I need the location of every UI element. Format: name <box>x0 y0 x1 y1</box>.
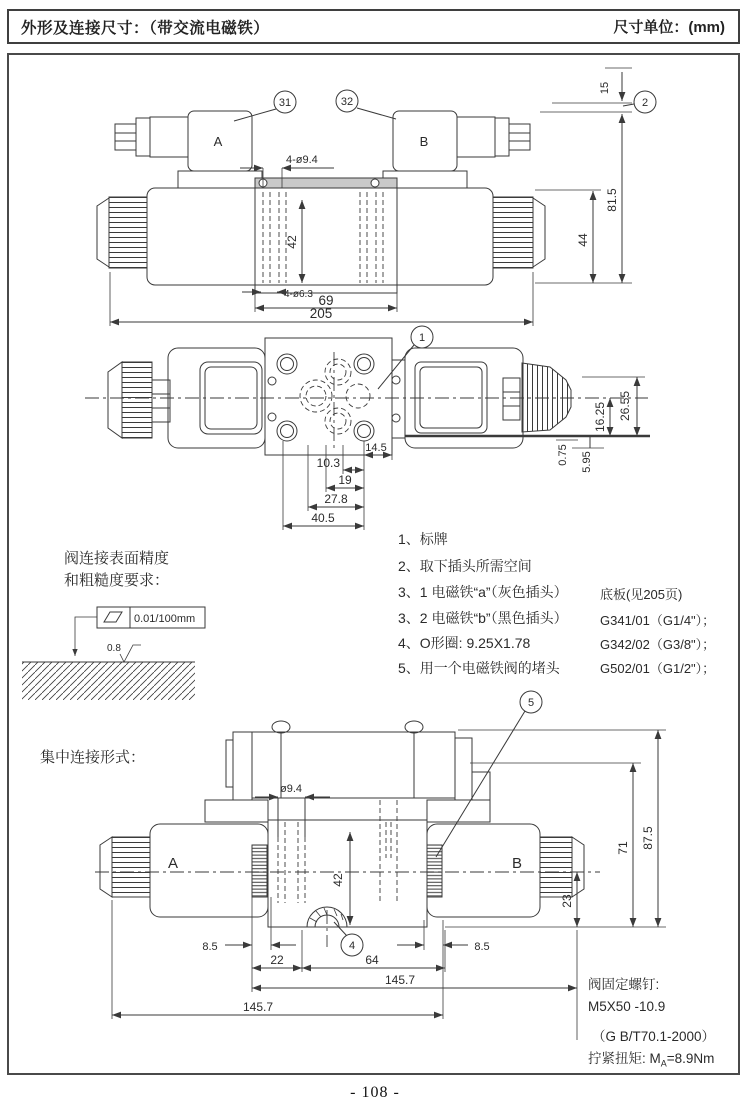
manifold-block <box>268 820 427 927</box>
subplate-option-2: G342/02（G3/8"）； <box>600 637 716 652</box>
subplate-option-1: G341/01（G1/4"）； <box>600 613 716 628</box>
knurled-cap-right <box>522 363 571 432</box>
manual-override-left <box>109 197 147 268</box>
manifold-section-title: 集中连接形式： <box>40 749 146 766</box>
terminal-screw-b <box>509 124 530 150</box>
surface-spec-symbols <box>22 607 205 700</box>
flatness-value: 0.01/100mm <box>134 613 196 625</box>
dim-40-5: 40.5 <box>311 511 335 525</box>
plug-a <box>150 117 188 157</box>
note-item-3: 3、1 电磁铁“a”（灰色插头） <box>398 584 568 600</box>
dim-87-5: 87.5 <box>641 826 655 850</box>
fastener-line1: 阀固定螺钉: <box>588 977 660 992</box>
surface-spec-line1: 阀连接表面精度 <box>64 550 170 567</box>
dim-27-8: 27.8 <box>324 492 348 506</box>
note-item-1: 1、标牌 <box>398 531 448 547</box>
dim-145-7-b: 145.7 <box>242 1000 274 1014</box>
dim-145-7-a: 145.7 <box>384 973 416 987</box>
torque-label: 拧紧扭矩: M <box>588 1051 661 1066</box>
dim-total-height: 81.5 <box>605 188 619 212</box>
plan-view <box>85 326 650 530</box>
note-item-4: 3、2 电磁铁“b”（黑色插头） <box>398 610 568 626</box>
page-title: 外形及连接尺寸：（带交流电磁铁） <box>21 19 270 37</box>
callout-31: 31 <box>278 97 292 109</box>
dim-22: 22 <box>270 953 284 967</box>
roughness-icon <box>120 645 141 662</box>
plug-b <box>457 117 495 157</box>
terminal-screw-a <box>115 124 136 150</box>
torque-value: =8.9Nm <box>666 1051 715 1066</box>
valve-plate-plan <box>265 338 392 455</box>
callout-1: 1 <box>418 332 426 344</box>
callout-2: 2 <box>641 97 649 109</box>
dim-bolt-span-v: 42 <box>285 235 299 249</box>
roughness-value: 0.8 <box>107 643 121 654</box>
manual-override-right <box>493 197 533 268</box>
dim-10-3: 10.3 <box>316 456 340 470</box>
dim-holes-bottom: 4-ø6.3 <box>284 289 313 300</box>
manifold-a-label: A <box>168 855 179 872</box>
dim-8-5-left: 8.5 <box>202 941 218 953</box>
unit-label: 尺寸单位：(mm) <box>613 19 725 36</box>
solenoid-b-label: B <box>419 134 429 149</box>
dim-5-95: 5.95 <box>581 451 593 473</box>
dim-holes-top: 4-ø9.4 <box>286 154 318 166</box>
dim-port-width: 69 <box>318 293 334 308</box>
dim-8-5-right: 8.5 <box>474 941 490 953</box>
dim-26-55: 26.55 <box>618 390 632 422</box>
solenoid-b-manifold <box>427 824 540 917</box>
dim-23: 23 <box>560 894 574 908</box>
page-number: - 108 - <box>350 1084 400 1101</box>
dim-total-width: 205 <box>309 306 333 321</box>
flatness-icon <box>104 612 122 622</box>
callout-32: 32 <box>340 96 354 108</box>
dim-hole-9-4: ø9.4 <box>279 783 303 795</box>
dim-14-5: 14.5 <box>365 442 387 454</box>
knurled-cap-left <box>122 362 152 438</box>
torque-subscript: A <box>660 1058 667 1069</box>
callout-5: 5 <box>527 697 535 709</box>
surface-hatch <box>22 662 195 700</box>
dim-0-75: 0.75 <box>557 444 569 466</box>
solenoid-a-label: A <box>213 134 223 149</box>
dim-16-25: 16.25 <box>593 401 607 433</box>
dim-depth-42: 42 <box>331 873 345 887</box>
valve-body-front <box>147 188 493 285</box>
fastener-line2: M5X50 -10.9 <box>588 999 666 1014</box>
note-item-5: 4、O形圈: 9.25X1.78 <box>398 635 531 651</box>
note-item-6: 5、用一个电磁铁阀的堵头 <box>398 660 560 676</box>
dim-clearance: 15 <box>599 81 611 95</box>
subplate-title: 底板(见205页) <box>600 587 683 602</box>
threaded-plug-right <box>427 845 442 897</box>
manifold-b-label: B <box>512 855 523 872</box>
subplate-option-3: G502/01（G1/2"）； <box>600 661 716 676</box>
threaded-plug-left <box>252 845 267 897</box>
dim-64: 64 <box>365 953 379 967</box>
dim-19: 19 <box>338 473 352 487</box>
fastener-line3: （G B/T70.1-2000） <box>592 1029 716 1044</box>
dim-body-height: 44 <box>576 233 590 247</box>
manifold-view <box>95 691 666 1040</box>
fastener-torque <box>588 1047 714 1069</box>
callout-4: 4 <box>348 940 356 952</box>
front-view <box>97 68 656 326</box>
note-item-2: 2、取下插头所需空间 <box>398 558 532 574</box>
dim-71: 71 <box>616 841 630 855</box>
surface-spec-line2: 和粗糙度要求： <box>64 572 170 589</box>
